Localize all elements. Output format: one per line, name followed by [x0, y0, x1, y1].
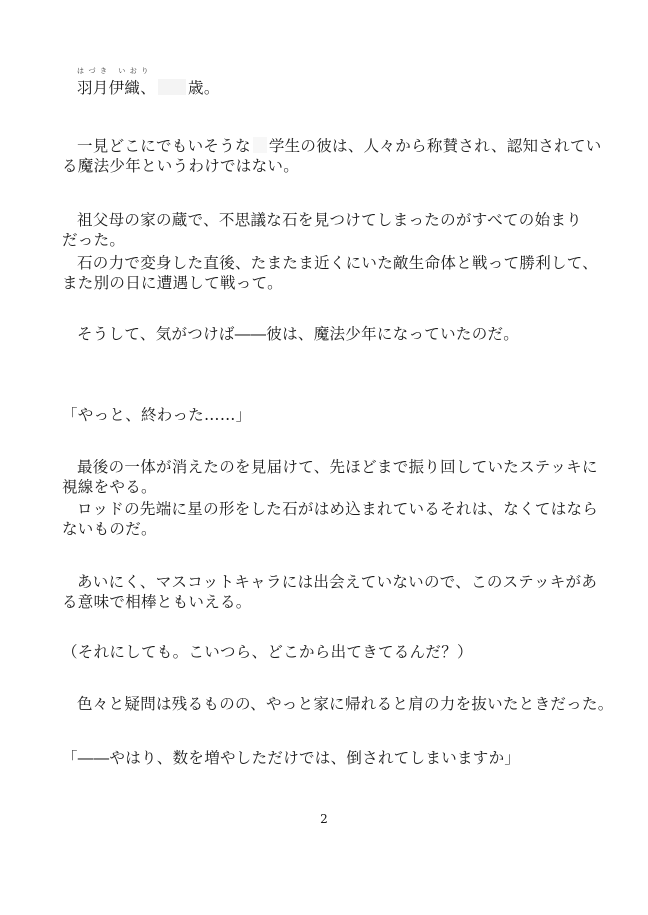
thought-line: （それにしても。こいつら、どこから出てきてるんだ？） — [62, 643, 473, 661]
paragraph-line: る魔法少年というわけではない。 — [62, 157, 300, 175]
ruby-reading: はづき いおり — [77, 67, 153, 75]
paragraph-line: 視線をやる。 — [62, 478, 157, 496]
dialogue-line: 「やっと、終わった……」 — [62, 406, 252, 424]
paragraph-line: ないものだ。 — [62, 520, 157, 538]
paragraph-line: 色々と疑問は残るものの、やっと家に帰れると肩の力を抜いたときだった。 — [77, 695, 614, 713]
paragraph-line: あいにく、マスコットキャラには出会えていないので、このステッキがあ — [77, 573, 598, 591]
paragraph-line: 祖父母の家の蔵で、不思議な石を見つけてしまったのがすべての始まり — [77, 211, 582, 229]
paragraph-line: る意味で相棒ともいえる。 — [62, 593, 252, 611]
paragraph-line: だった。 — [62, 231, 126, 249]
age-suffix: 歳。 — [188, 79, 220, 97]
text-segment: 一見どこにでもいそうな — [77, 137, 251, 155]
page-number: 2 — [320, 812, 328, 826]
dialogue-line: 「――やはり、数を増やしただけでは、倒されてしまいますか」 — [62, 749, 521, 767]
redacted-age — [158, 79, 186, 95]
paragraph-line: 石の力で変身した直後、たまたま近くにいた敵生命体と戦って勝利して、 — [77, 254, 599, 272]
paragraph-line: ロッドの先端に星の形をした石がはめ込まれているそれは、なくてはなら — [77, 500, 599, 518]
paragraph-line: そうして、気がつけば――彼は、魔法少年になっていたのだ。 — [77, 325, 520, 343]
redacted-text — [253, 137, 267, 153]
paragraph-line — [77, 136, 602, 156]
name-with-ruby — [77, 67, 157, 98]
character-name: 羽月伊織、 — [77, 79, 157, 97]
heading-line — [77, 67, 220, 98]
paragraph-line: また別の日に遭遇して戦って。 — [62, 274, 283, 292]
paragraph-line: 最後の一体が消えたのを見届けて、先ほどまで振り回していたステッキに — [77, 458, 598, 476]
text-segment: 学生の彼は、人々から称賛され、認知されてい — [268, 137, 602, 155]
